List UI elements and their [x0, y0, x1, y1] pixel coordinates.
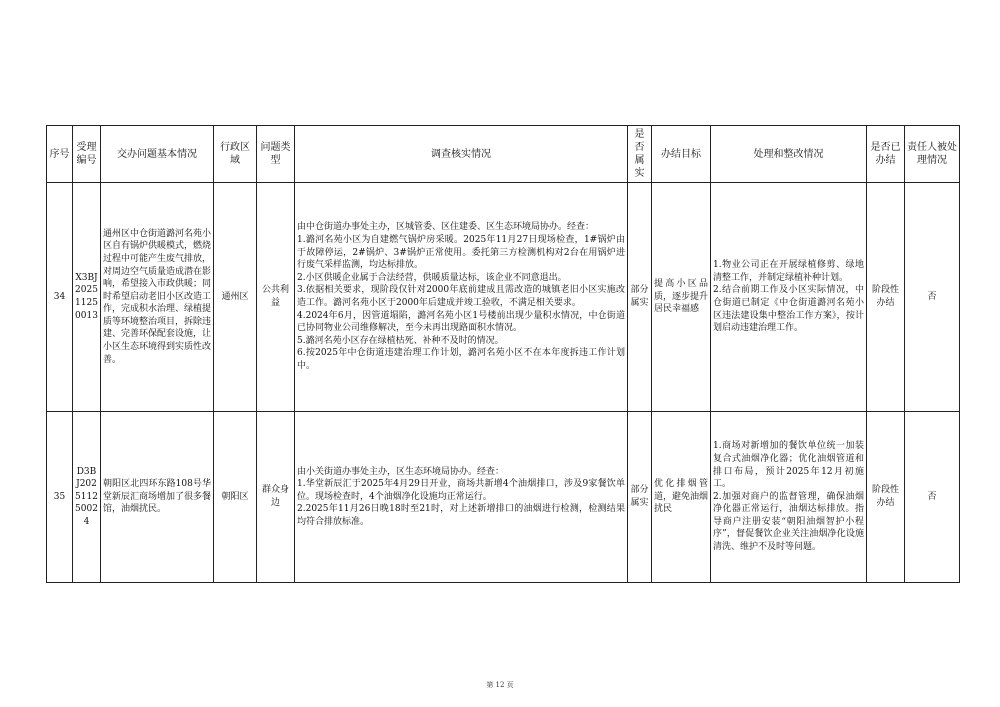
problem-description: 通州区中仓街道潞河名苑小区自有锅炉供暖模式，燃烧过程中可能产生废气排放，对周边空气质量造成潜在影响，希望接入市政供暖；同时希望启动老旧小区改造工作，完成积水治理、绿植提质等环境整治项目，拆除违建、完善环保配套设施，让小区生态环境得到实质性改善。: [101, 183, 214, 412]
row-number: 35: [47, 412, 73, 583]
acceptance-id: D3BJ202511250024: [73, 412, 101, 583]
investigation-paragraph: 1.潞河名苑小区为自建燃气锅炉房采暖。2025年11月27日现场检查，1#锅炉由于故障停运，2#锅炉、3#锅炉正常使用。委托第三方检测机构对2台在用锅炉进行废气采样监测，均达标排放。: [297, 235, 625, 271]
table-row: [47, 183, 960, 412]
header-cell: 是否已办结: [867, 126, 905, 183]
handling-details: [711, 183, 867, 412]
row-number: 34: [47, 183, 73, 412]
problem-type: 公共利益: [257, 183, 295, 412]
is-true: 部分属实: [628, 183, 652, 412]
investigation-paragraph: 6.按2025年中仓街道违建治理工作计划，潞河名苑小区不在本年度拆违工作计划中。: [297, 348, 625, 371]
investigation-paragraph: 3.依据相关要求，现阶段仅针对2000年底前建成且需改造的城镇老旧小区实施改造工作。潞河名苑小区于2000年后建成并竣工验收，不满足相关要求。: [297, 285, 625, 308]
is-true: 部分属实: [628, 412, 652, 583]
handling-paragraph: 2.结合前期工作及小区实际情况，中仓街道已制定《中仓街道潞河名苑小区违法建设集中整治工作方案》，按计划启动违建治理工作。: [713, 285, 864, 334]
district: 朝阳区: [214, 412, 257, 583]
investigation-paragraph: 4.2024年6月，因管道塌陷，潞河名苑小区1号楼前出现少量积水情况，中仓街道已协同物业公司维修解决，至今未再出现路面积水情况。: [297, 310, 625, 334]
handling-paragraph: 1.物业公司正在开展绿植修剪、绿地清整工作，并制定绿植补种计划。: [713, 260, 864, 283]
table-row: [47, 412, 960, 583]
header-cell: 受理编号: [73, 126, 101, 183]
page-number: 第 12 页: [486, 681, 514, 689]
header-cell: 问题类型: [257, 126, 295, 183]
investigation-paragraph: 由中仓街道办事处主办，区城管委、区住建委、区生态环境局协办。经查：: [297, 222, 595, 233]
header-cell: 责任人被处理情况: [905, 126, 960, 183]
responsible-handling: 否: [905, 183, 960, 412]
investigation-paragraph: 1.华堂新辰汇于2025年4月29日开业，商场共新增4个油烟排口，涉及9家餐饮单位。现场检查时，4个油烟净化设施均正常运行。: [297, 479, 625, 502]
header-cell: 序号: [47, 126, 73, 183]
completion-goal: 优化排烟管道，避免油烟扰民: [652, 412, 711, 583]
header-cell: 交办问题基本情况: [101, 126, 214, 183]
header-cell: 是否属实: [628, 126, 652, 183]
district: 通州区: [214, 183, 257, 412]
problem-type: 群众身边: [257, 412, 295, 583]
header-row: [47, 126, 960, 183]
investigation-paragraph: 2.小区供暖企业属于合法经营，供暖质量达标，该企业不同意退出。: [297, 272, 567, 283]
header-cell: 行政区域: [214, 126, 257, 183]
investigation-details: [295, 412, 628, 583]
completion-goal: 提高小区品质，逐步提升居民幸福感: [652, 183, 711, 412]
investigation-details: [295, 183, 628, 412]
header-cell: 处理和整改情况: [711, 126, 867, 183]
problem-description: 朝阳区北四环东路108号华堂新辰汇商场增加了很多餐馆，油烟扰民。: [101, 412, 214, 583]
investigation-paragraph: 2.2025年11月26日晚18时至21时，对上述新增排口的油烟进行检测，检测结果均符合排放标准。: [297, 504, 625, 527]
header-cell: 办结目标: [652, 126, 711, 183]
completion-status: 阶段性办结: [867, 412, 905, 583]
handling-paragraph: 1.商场对新增加的餐饮单位统一加装复合式油烟净化器；优化油烟管道和排口布局，预计2025年12月初施工。: [713, 441, 864, 490]
complaint-table: [46, 125, 960, 583]
responsible-handling: 否: [905, 412, 960, 583]
completion-status: 阶段性办结: [867, 183, 905, 412]
handling-details: [711, 412, 867, 583]
handling-paragraph: 2.加强对商户的监督管理，确保油烟净化器正常运行，油烟达标排放。指导商户注册安装“朝阳油烟智护小程序”，督促餐饮企业关注油烟净化设施清洗、维护不及时等问题。: [713, 491, 864, 553]
header-cell: 调查核实情况: [295, 126, 628, 183]
acceptance-id: X3BJ202511250013: [73, 183, 101, 412]
investigation-paragraph: 由小关街道办事处主办，区生态环境局协办。经查：: [297, 466, 505, 477]
investigation-paragraph: 5.潞河名苑小区存在绿植枯死、补种不及时的情况。: [297, 335, 504, 346]
